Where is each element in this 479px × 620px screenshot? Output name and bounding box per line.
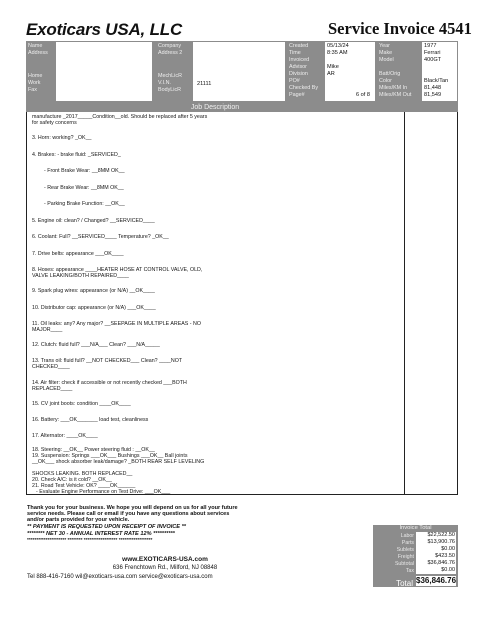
job-line: - Parking Brake Function: __OK__ <box>44 201 125 207</box>
job-line: 19. Suspension: Springs ___OK___ Bushings ___OK__ Ball joints <box>32 453 188 459</box>
division-label: Division <box>289 71 308 77</box>
thanks-line-1: Thank you for your business. We hope you will depend on us for all your future <box>27 505 238 511</box>
job-line: - Front Brake Wear: __8MM OK__ <box>44 168 125 174</box>
advisor-value: Mike <box>327 64 339 70</box>
page-label: Page# <box>289 92 305 98</box>
advisor-label: Advisor <box>289 64 307 70</box>
job-line: 5. Engine oil: clean? / Changed? __SERVICED____ <box>32 218 155 224</box>
mechlic-label: MechLicR <box>158 73 182 79</box>
job-line: 14. Air filter: check if accessible or not recently checked ___BOTH <box>32 380 187 386</box>
job-line: - Evaluate Engine Performance on Test Drive: ___OK___ <box>36 489 171 495</box>
year-label: Year <box>379 43 390 49</box>
job-line: 8. Hoses: appearance ____HEATER HOSE AT CONTROL VALVE, OLD, <box>32 267 203 273</box>
freight-label: Freight <box>397 554 414 560</box>
invoice-totals-box <box>373 525 458 587</box>
job-line: 4. Brakes: - brake fluid: _SERVICED_ <box>32 152 121 158</box>
payment-notice: ** PAYMENT IS REQUESTED UPON RECEIPT OF INVOICE ** <box>27 524 186 530</box>
company-label: Company <box>158 43 182 49</box>
address-text: 636 Frenchtown Rd., Milford, NJ 08848 <box>112 565 218 571</box>
miles-in-label: Miles/KM In <box>379 85 408 91</box>
time-label: Time <box>289 50 301 56</box>
bodylic-label: BodyLicR <box>158 87 182 93</box>
job-line: 13. Trans oil: fluid full? __NOT CHECKED___ Clean? ____NOT <box>32 358 183 364</box>
miles-in-value: 81,448 <box>424 85 442 91</box>
division-value: AR <box>327 71 335 77</box>
parts-value: $13,900.76 <box>416 539 456 546</box>
tax-value: $0.00 <box>416 567 456 574</box>
color-label: Color <box>379 78 392 84</box>
checked-by-label: Checked By <box>289 85 319 91</box>
website-text: www.EXOTICARS-USA.com <box>122 556 208 563</box>
customer-info-box <box>56 42 152 101</box>
company-name: Exoticars USA, LLC <box>26 20 183 39</box>
work-label: Work <box>28 80 41 86</box>
sublets-value: $0.00 <box>416 546 456 553</box>
job-line: - Rear Brake Wear: __8MM OK__ <box>44 185 124 191</box>
job-line: 20. Check A/C: is it cold? __OK__ <box>32 477 112 483</box>
vin-label: V.I.N. <box>158 80 171 86</box>
job-line: 10. Distributor cap: appearance (or N/A) ___OK____ <box>32 305 156 311</box>
thanks-line-3: and/or parts provided for your vehicle. <box>27 517 130 523</box>
batt-label: Batt/Orig <box>379 71 401 77</box>
job-line: 18. Steering: __OK__ Power steering fluid : __OK__ <box>32 447 155 453</box>
payment-terms: ******** NET 30 - ANNUAL INTEREST RATE 12% ********** <box>27 531 175 537</box>
time-value: 8:35 AM <box>327 50 348 56</box>
job-line: for safety concerns <box>32 120 77 126</box>
job-line: 3. Horn: working? _OK__ <box>32 135 92 141</box>
year-value: 1977 <box>424 43 437 49</box>
job-line: 21. Road Test Vehicle: OK? ____OK______ <box>32 483 136 489</box>
job-line: CHECKED____ <box>32 364 70 370</box>
vin-value: 21111 <box>197 81 212 87</box>
page-value: 6 of 8 <box>356 92 370 98</box>
job-line: 7. Drive belts: appearance ___OK____ <box>32 251 124 257</box>
labor-label: Labor <box>400 533 414 539</box>
make-label: Make <box>379 50 393 56</box>
job-line: MAJOR____ <box>32 327 63 333</box>
invoice-total-title: Invoice Total <box>399 525 432 531</box>
contact-text: Tel 888-416-7160 wil@exoticars-usa.com service@exoticars-usa.com <box>27 574 213 580</box>
job-line: 6. Coolant: Full? __SERVICED____ Temperature? _OK__ <box>32 234 169 240</box>
job-line: VALVE LEAKING/BOTH REPAIRED____ <box>32 273 129 279</box>
job-description-header: Job Description <box>26 103 404 112</box>
job-line: 17. Alternator: ____OK____ <box>32 433 98 439</box>
po-label: PO# <box>289 78 300 84</box>
sublets-label: Sublets <box>396 547 414 553</box>
model-label: Model <box>379 57 394 63</box>
created-value: 05/13/24 <box>327 43 349 49</box>
model-value: 400GT <box>424 57 442 63</box>
make-value: Ferrari <box>424 50 441 56</box>
subtotal-value: $36,846.76 <box>416 560 456 567</box>
stars-line: ********************* ******** ****************** ****************** <box>27 538 153 543</box>
job-line: 9. Spark plug wires: appearance (or N/A) __OK____ <box>32 288 155 294</box>
job-line: 12. Clutch: fluid full? ___N/A___ Clean? ___N/A_____ <box>32 342 160 348</box>
total-label: Total <box>396 579 413 588</box>
address-label: Address <box>28 50 48 56</box>
job-line: manufacture _2017_____Condition__old. Should be replaced after 5 years <box>32 114 208 120</box>
total-value: $36,846.76 <box>416 576 457 585</box>
thanks-line-2: service needs. Please call or email if you have any questions about services <box>27 511 230 517</box>
created-label: Created <box>289 43 309 49</box>
home-label: Home <box>28 73 43 79</box>
invoice-header-band <box>26 41 458 103</box>
freight-value: $423.50 <box>416 553 456 560</box>
job-description-header-right <box>404 103 458 112</box>
job-line: 16. Battery: ___OK_______ load test, cleanliness <box>32 417 149 423</box>
miles-out-label: Miles/KM Out <box>379 92 412 98</box>
name-label: Name <box>28 43 43 49</box>
company-info-box <box>193 42 285 101</box>
subtotal-label: Subtotal <box>394 561 414 567</box>
job-line: 15. CV joint boots: condition ____OK____ <box>32 401 131 407</box>
job-line: __OK___ shock absorber leak/damage? _BOTH REAR SELF LEVELING <box>32 459 205 465</box>
job-line: REPLACED____ <box>32 386 73 392</box>
job-line: SHOCKS LEAKING. BOTH REPLACED__ <box>32 471 133 477</box>
labor-value: $22,522.50 <box>416 532 456 539</box>
address2-label: Address 2 <box>158 50 183 56</box>
invoiced-label: Invoiced <box>289 57 310 63</box>
miles-out-value: 81,549 <box>424 92 442 98</box>
tax-label: Tax <box>405 568 414 574</box>
job-line: 11. Oil leaks: any? Any major? __SEEPAGE IN MULTIPLE AREAS - NO <box>32 321 201 327</box>
fax-label: Fax <box>28 87 37 93</box>
invoice-title: Service Invoice 4541 <box>328 19 472 38</box>
color-value: Black/Tan <box>424 78 449 84</box>
parts-label: Parts <box>401 540 414 546</box>
